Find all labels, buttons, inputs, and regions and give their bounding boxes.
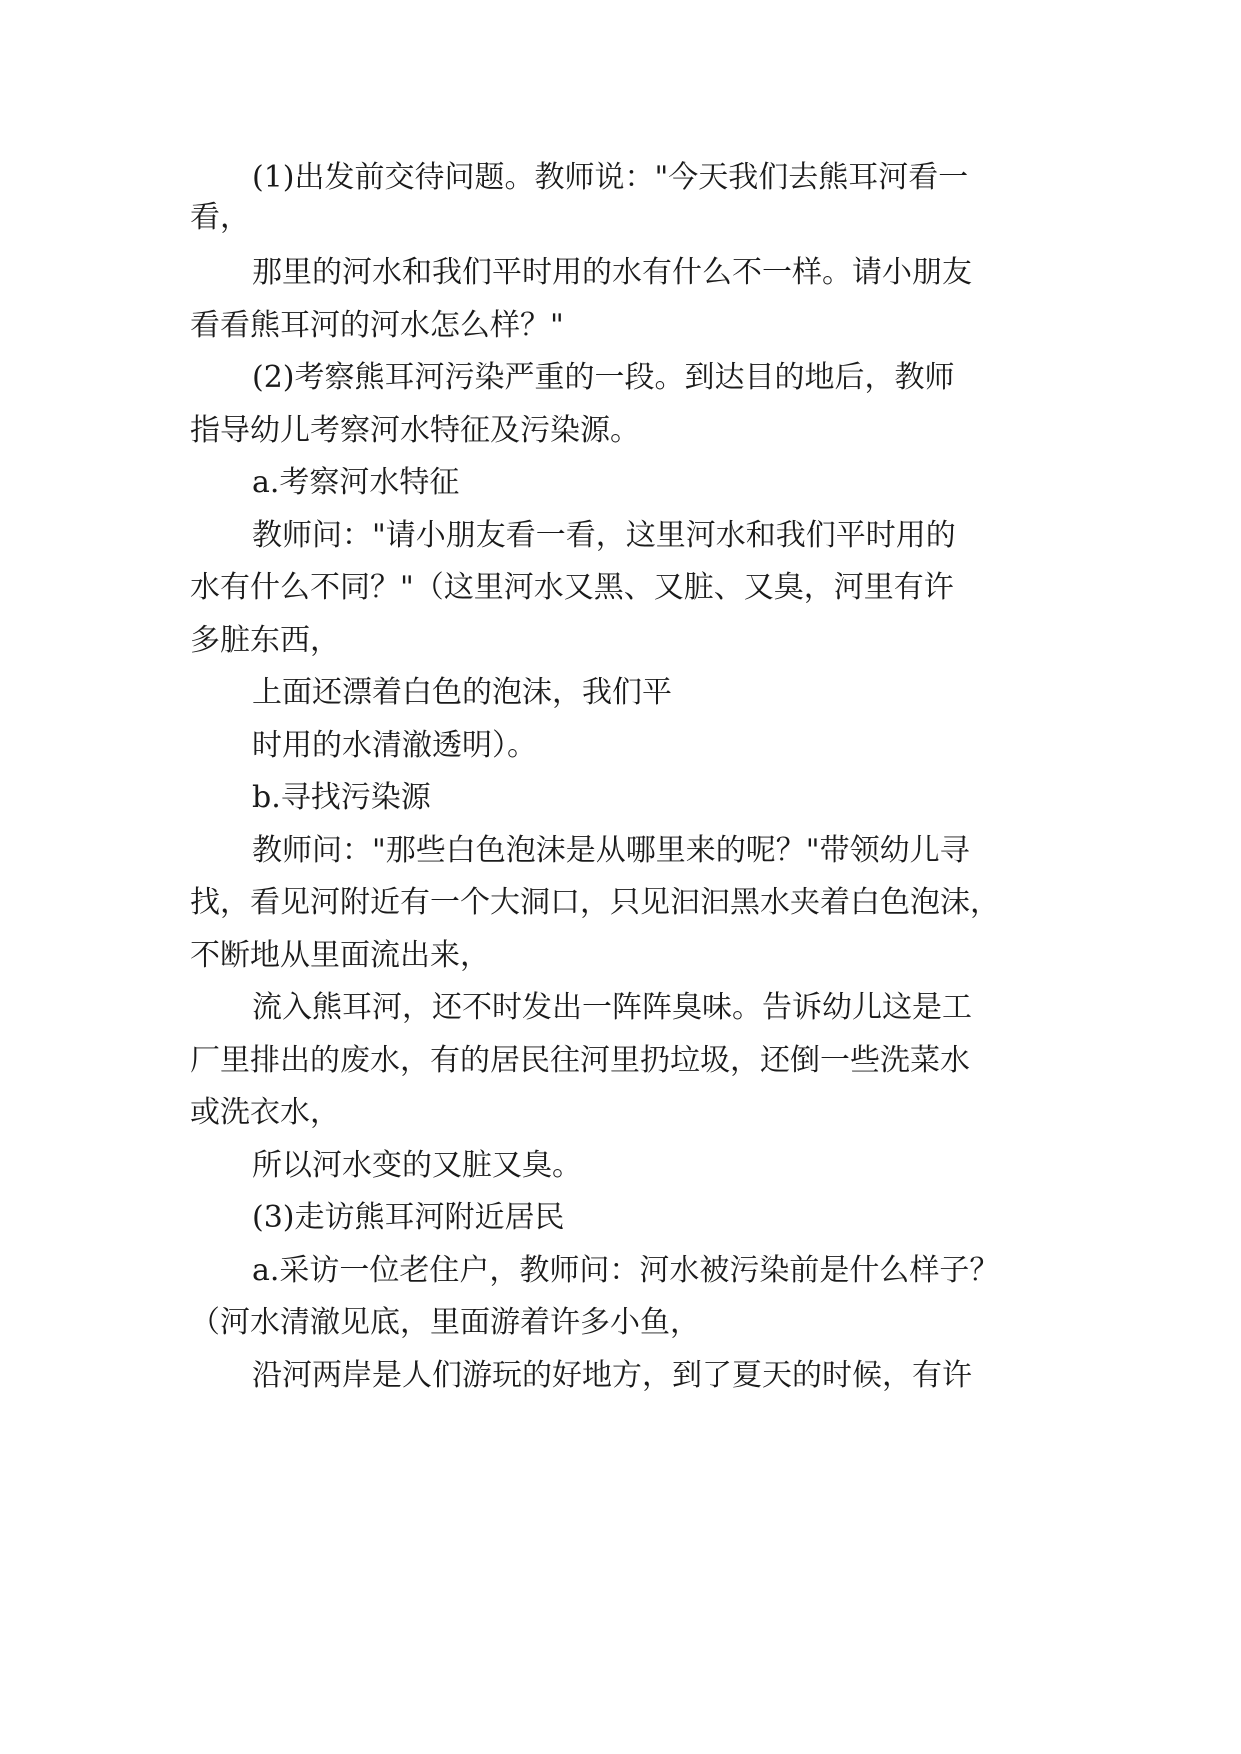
paragraph-line: 多脏东西， xyxy=(190,623,340,658)
paragraph-line: 看看熊耳河的河水怎么样？" xyxy=(190,308,564,343)
paragraph-line: 教师问："那些白色泡沫是从哪里来的呢？"带领幼儿寻 xyxy=(252,833,970,868)
paragraph-line: 找，看见河附近有一个大洞口，只见汩汩黑水夹着白色泡沫， xyxy=(190,885,1000,920)
paragraph-line: 看， xyxy=(190,200,250,235)
paragraph-line: (1)出发前交待问题。教师说："今天我们去熊耳河看一 xyxy=(252,160,969,195)
paragraph-line: 上面还漂着白色的泡沫，我们平 xyxy=(252,675,672,710)
paragraph-line: 流入熊耳河，还不时发出一阵阵臭味。告诉幼儿这是工 xyxy=(252,990,972,1025)
paragraph-line: a.考察河水特征 xyxy=(252,465,460,500)
paragraph-line: (2)考察熊耳河污染严重的一段。到达目的地后，教师 xyxy=(252,360,955,395)
paragraph-line: a.采访一位老住户，教师问：河水被污染前是什么样子？ xyxy=(252,1253,1000,1288)
paragraph-line: b.寻找污染源 xyxy=(252,780,431,815)
paragraph-line: 指导幼儿考察河水特征及污染源。 xyxy=(190,413,640,448)
paragraph-line: 不断地从里面流出来， xyxy=(190,938,490,973)
paragraph-line: 那里的河水和我们平时用的水有什么不一样。请小朋友 xyxy=(252,255,972,290)
document-body xyxy=(190,0,1050,1754)
paragraph-line: （河水清澈见底，里面游着许多小鱼， xyxy=(190,1305,700,1340)
paragraph-line: 时用的水清澈透明）。 xyxy=(252,728,537,763)
paragraph-line: 教师问："请小朋友看一看，这里河水和我们平时用的 xyxy=(252,518,956,553)
paragraph-line: 水有什么不同？"（这里河水又黑、又脏、又臭，河里有许 xyxy=(190,570,954,605)
paragraph-line: 所以河水变的又脏又臭。 xyxy=(252,1148,582,1183)
paragraph-line: 厂里排出的废水，有的居民往河里扔垃圾，还倒一些洗菜水 xyxy=(190,1043,970,1078)
paragraph-line: 或洗衣水， xyxy=(190,1095,340,1130)
paragraph-line: (3)走访熊耳河附近居民 xyxy=(252,1200,565,1235)
paragraph-line: 沿河两岸是人们游玩的好地方，到了夏天的时候，有许 xyxy=(252,1358,972,1393)
